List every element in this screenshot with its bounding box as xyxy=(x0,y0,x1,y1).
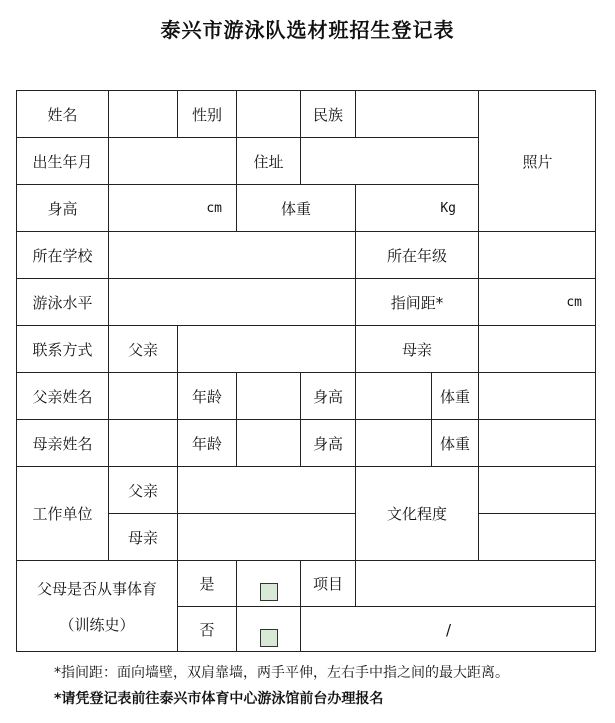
mother-name-label: 母亲姓名 xyxy=(16,419,108,466)
sports-question-text: 父母是否从事体育 xyxy=(36,579,157,598)
school-label: 所在学校 xyxy=(16,231,108,278)
note-registration: *请凭登记表前往泰兴市体育中心游泳馆前台办理报名 xyxy=(54,691,384,707)
education-father-field[interactable] xyxy=(478,466,596,513)
finger-span-unit: cm xyxy=(566,294,582,310)
contact-father-field[interactable] xyxy=(177,325,355,372)
mother-weight-field[interactable] xyxy=(478,419,596,466)
name-label: 姓名 xyxy=(16,90,108,137)
sports-question xyxy=(16,560,177,652)
mother-age-field[interactable] xyxy=(236,419,300,466)
yes-checkbox[interactable] xyxy=(260,583,278,601)
yes-cell xyxy=(236,560,300,606)
father-weight-label: 体重 xyxy=(431,372,478,419)
gender-label: 性别 xyxy=(177,90,236,137)
gender-field[interactable] xyxy=(236,90,300,137)
name-field[interactable] xyxy=(108,90,177,137)
father-name-field[interactable] xyxy=(108,372,177,419)
grade-label: 所在年级 xyxy=(355,231,478,278)
father-height-field[interactable] xyxy=(355,372,431,419)
finger-span-field[interactable] xyxy=(478,278,596,325)
height-label: 身高 xyxy=(16,184,108,231)
weight-label: 体重 xyxy=(236,184,355,231)
no-label: 否 xyxy=(177,606,236,652)
father-age-field[interactable] xyxy=(236,372,300,419)
ethnicity-label: 民族 xyxy=(300,90,355,137)
note-finger-span: *指间距：面向墙壁，双肩靠墙，两手平伸，左右手中指之间的最大距离。 xyxy=(54,665,509,681)
father-age-label: 年龄 xyxy=(177,372,236,419)
workplace-mother-field[interactable] xyxy=(177,513,355,560)
contact-label: 联系方式 xyxy=(16,325,108,372)
contact-mother-field[interactable] xyxy=(478,325,596,372)
ethnicity-field[interactable] xyxy=(355,90,478,137)
birth-label: 出生年月 xyxy=(16,137,108,184)
weight-field[interactable] xyxy=(355,184,478,231)
workplace-father-label: 父亲 xyxy=(108,466,177,513)
education-label: 文化程度 xyxy=(355,466,478,560)
contact-father-label: 父亲 xyxy=(108,325,177,372)
finger-span-label: 指间距* xyxy=(355,278,478,325)
workplace-label: 工作单位 xyxy=(16,466,108,560)
project-label: 项目 xyxy=(300,560,355,606)
address-field[interactable] xyxy=(300,137,478,184)
mother-height-label: 身高 xyxy=(300,419,355,466)
birth-field[interactable] xyxy=(108,137,236,184)
weight-unit: Kg xyxy=(440,200,456,216)
grade-field[interactable] xyxy=(478,231,596,278)
father-name-label: 父亲姓名 xyxy=(16,372,108,419)
no-remark-field[interactable]: / xyxy=(300,606,596,652)
father-height-label: 身高 xyxy=(300,372,355,419)
mother-age-label: 年龄 xyxy=(177,419,236,466)
contact-mother-label: 母亲 xyxy=(355,325,478,372)
swim-level-field[interactable] xyxy=(108,278,355,325)
mother-weight-label: 体重 xyxy=(431,419,478,466)
photo-box[interactable]: 照片 xyxy=(478,90,596,231)
education-mother-field[interactable] xyxy=(478,513,596,560)
mother-height-field[interactable] xyxy=(355,419,431,466)
swim-level-label: 游泳水平 xyxy=(16,278,108,325)
no-checkbox[interactable] xyxy=(260,629,278,647)
sports-question-sub: （训练史） xyxy=(59,615,135,634)
mother-name-field[interactable] xyxy=(108,419,177,466)
no-cell xyxy=(236,606,300,652)
project-field[interactable] xyxy=(355,560,596,606)
height-unit: cm xyxy=(206,200,222,216)
father-weight-field[interactable] xyxy=(478,372,596,419)
yes-label: 是 xyxy=(177,560,236,606)
address-label: 住址 xyxy=(236,137,300,184)
form-title: 泰兴市游泳队选材班招生登记表 xyxy=(160,18,455,42)
workplace-mother-label: 母亲 xyxy=(108,513,177,560)
school-field[interactable] xyxy=(108,231,355,278)
workplace-father-field[interactable] xyxy=(177,466,355,513)
registration-table xyxy=(16,90,596,652)
height-field[interactable] xyxy=(108,184,236,231)
